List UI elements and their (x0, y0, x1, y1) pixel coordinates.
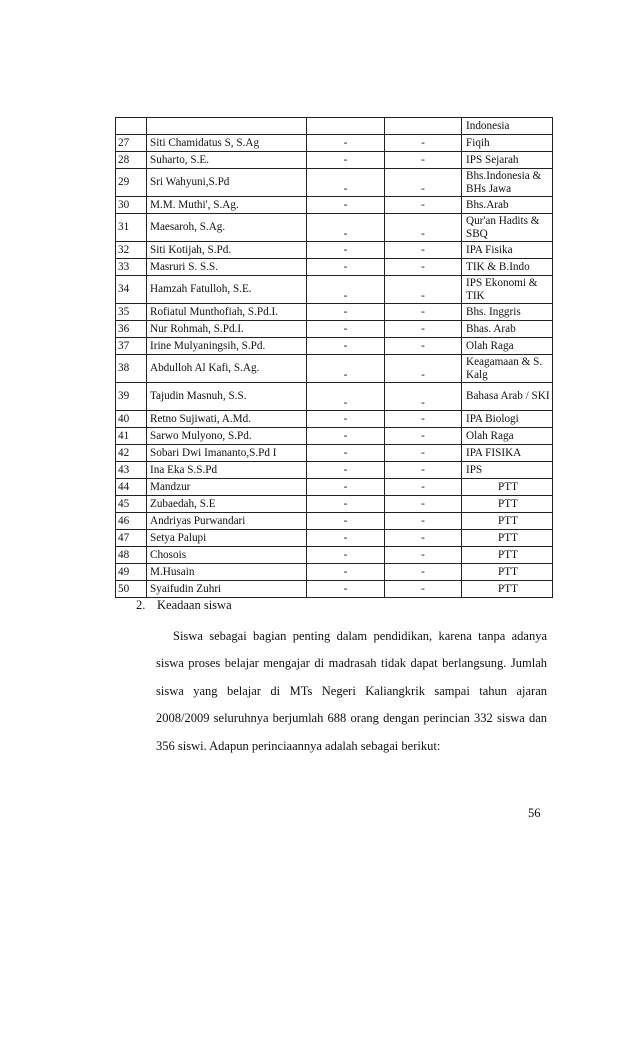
table-row (116, 152, 553, 169)
column-3-cell: - (307, 169, 385, 197)
subject-cell: TIK & B.Indo (462, 259, 553, 276)
row-number-cell: 36 (116, 321, 147, 338)
table-row (116, 242, 553, 259)
table-row (116, 338, 553, 355)
table-row (116, 496, 553, 513)
column-3-cell: - (307, 530, 385, 547)
column-4-cell: - (385, 197, 462, 214)
column-3-cell: - (307, 581, 385, 598)
name-cell: Siti Kotijah, S.Pd. (147, 242, 307, 259)
row-number-cell: 32 (116, 242, 147, 259)
column-3-cell: - (307, 462, 385, 479)
subject-cell: IPA FISIKA (462, 445, 553, 462)
column-3-cell: - (307, 496, 385, 513)
name-cell: M.Husain (147, 564, 307, 581)
subject-cell: PTT (462, 530, 553, 547)
table-row (116, 214, 553, 242)
column-4-cell: - (385, 411, 462, 428)
name-cell: Hamzah Fatulloh, S.E. (147, 276, 307, 304)
table-row (116, 530, 553, 547)
subject-cell: Bhs.Arab (462, 197, 553, 214)
name-cell: Retno Sujiwati, A.Md. (147, 411, 307, 428)
table-row (116, 355, 553, 383)
column-4-cell: - (385, 338, 462, 355)
paragraph-line: siswa yang belajar di MTs Negeri Kaliangkrik sampai tahun ajaran (156, 683, 547, 698)
row-number-cell: 44 (116, 479, 147, 496)
row-number-cell: 49 (116, 564, 147, 581)
column-3-cell: - (307, 383, 385, 411)
column-4-cell: - (385, 513, 462, 530)
table-row (116, 321, 553, 338)
row-number-cell: 40 (116, 411, 147, 428)
table-row (116, 581, 553, 598)
table-row (116, 445, 553, 462)
column-3-cell: - (307, 564, 385, 581)
row-number-cell: 37 (116, 338, 147, 355)
column-4-cell: - (385, 214, 462, 242)
row-number-cell: 39 (116, 383, 147, 411)
column-4-cell: - (385, 135, 462, 152)
column-4-cell: - (385, 445, 462, 462)
column-4-cell: - (385, 152, 462, 169)
subject-cell: Bhas. Arab (462, 321, 553, 338)
table-row (116, 169, 553, 197)
column-4-cell: - (385, 242, 462, 259)
column-4-cell: - (385, 383, 462, 411)
subject-cell: IPS Sejarah (462, 152, 553, 169)
row-number-cell: 30 (116, 197, 147, 214)
row-number-cell: 27 (116, 135, 147, 152)
table-row (116, 259, 553, 276)
name-cell: Nur Rohmah, S.Pd.I. (147, 321, 307, 338)
row-number-cell (116, 118, 147, 135)
column-3-cell: - (307, 304, 385, 321)
column-4-cell: - (385, 547, 462, 564)
column-3-cell: - (307, 411, 385, 428)
column-4-cell: - (385, 169, 462, 197)
staff-table-body (116, 118, 553, 598)
subject-cell: IPS (462, 462, 553, 479)
table-row (116, 304, 553, 321)
row-number-cell: 43 (116, 462, 147, 479)
name-cell: Zubaedah, S.E (147, 496, 307, 513)
row-number-cell: 48 (116, 547, 147, 564)
subject-cell: Qur'an Hadits & SBQ (462, 214, 553, 242)
row-number-cell: 50 (116, 581, 147, 598)
column-4-cell: - (385, 479, 462, 496)
row-number-cell: 35 (116, 304, 147, 321)
table-row (116, 197, 553, 214)
subject-cell: Keagamaan & S. Kalg (462, 355, 553, 383)
name-cell: Setya Palupi (147, 530, 307, 547)
name-cell: Siti Chamidatus S, S.Ag (147, 135, 307, 152)
section-number: 2. (136, 598, 146, 612)
subject-cell: Indonesia (462, 118, 553, 135)
row-number-cell: 31 (116, 214, 147, 242)
subject-cell: IPA Biologi (462, 411, 553, 428)
column-4-cell: - (385, 321, 462, 338)
name-cell: Maesaroh, S.Ag. (147, 214, 307, 242)
subject-cell: IPS Ekonomi & TIK (462, 276, 553, 304)
column-4-cell: - (385, 276, 462, 304)
table-row (116, 118, 553, 135)
name-cell: Sri Wahyuni,S.Pd (147, 169, 307, 197)
subject-cell: PTT (462, 479, 553, 496)
name-cell: Ina Eka S.S.Pd (147, 462, 307, 479)
column-3-cell: - (307, 259, 385, 276)
row-number-cell: 29 (116, 169, 147, 197)
paragraph-line: 2008/2009 seluruhnya berjumlah 688 orang dengan perincian 332 siswa dan (156, 711, 547, 726)
table-row (116, 383, 553, 411)
row-number-cell: 38 (116, 355, 147, 383)
table-row (116, 513, 553, 530)
column-3-cell: - (307, 214, 385, 242)
table-row (116, 564, 553, 581)
page-number: 56 (528, 806, 541, 820)
section-heading (136, 598, 232, 613)
paragraph-line: siswa proses belajar mengajar di madrasah tidak dapat berlangsung. Jumlah (156, 656, 547, 671)
row-number-cell: 33 (116, 259, 147, 276)
column-4-cell: - (385, 581, 462, 598)
column-3-cell: - (307, 445, 385, 462)
column-3-cell: - (307, 135, 385, 152)
column-4-cell: - (385, 259, 462, 276)
subject-cell: Olah Raga (462, 428, 553, 445)
column-3-cell: - (307, 338, 385, 355)
subject-cell: Olah Raga (462, 338, 553, 355)
column-4-cell: - (385, 428, 462, 445)
column-3-cell: - (307, 547, 385, 564)
column-4-cell: - (385, 304, 462, 321)
name-cell: Syaifudin Zuhri (147, 581, 307, 598)
row-number-cell: 28 (116, 152, 147, 169)
name-cell: M.M. Muthi', S.Ag. (147, 197, 307, 214)
row-number-cell: 34 (116, 276, 147, 304)
column-3-cell: - (307, 152, 385, 169)
subject-cell: Bahasa Arab / SKI (462, 383, 553, 411)
paragraph-line: Siswa sebagai bagian penting dalam pendidikan, karena tanpa adanya (173, 629, 547, 643)
table-row (116, 547, 553, 564)
paragraph-line: 356 siswi. Adapun perinciaannya adalah sebagai berikut: (156, 738, 441, 753)
column-3-cell: - (307, 276, 385, 304)
subject-cell: IPA Fisika (462, 242, 553, 259)
column-3-cell: - (307, 242, 385, 259)
table-row (116, 428, 553, 445)
name-cell: Mandzur (147, 479, 307, 496)
subject-cell: Bhs.Indonesia & BHs Jawa (462, 169, 553, 197)
column-3-cell: - (307, 321, 385, 338)
subject-cell: PTT (462, 513, 553, 530)
column-3-cell (307, 118, 385, 135)
section-title: Keadaan siswa (157, 598, 232, 612)
table-row (116, 462, 553, 479)
column-4-cell: - (385, 462, 462, 479)
column-3-cell: - (307, 197, 385, 214)
subject-cell: PTT (462, 547, 553, 564)
subject-cell: PTT (462, 496, 553, 513)
staff-table (115, 117, 553, 598)
subject-cell: PTT (462, 581, 553, 598)
name-cell: Sobari Dwi Imananto,S.Pd I (147, 445, 307, 462)
column-4-cell: - (385, 564, 462, 581)
column-3-cell: - (307, 355, 385, 383)
name-cell: Rofiatul Munthofiah, S.Pd.I. (147, 304, 307, 321)
section-paragraph (156, 623, 547, 760)
table-row (116, 411, 553, 428)
row-number-cell: 47 (116, 530, 147, 547)
row-number-cell: 45 (116, 496, 147, 513)
table-row (116, 135, 553, 152)
name-cell: Tajudin Masnuh, S.S. (147, 383, 307, 411)
column-4-cell: - (385, 496, 462, 513)
name-cell (147, 118, 307, 135)
column-3-cell: - (307, 513, 385, 530)
name-cell: Abdulloh Al Kafi, S.Ag. (147, 355, 307, 383)
table-row (116, 479, 553, 496)
column-4-cell (385, 118, 462, 135)
subject-cell: PTT (462, 564, 553, 581)
name-cell: Sarwo Mulyono, S.Pd. (147, 428, 307, 445)
column-3-cell: - (307, 428, 385, 445)
name-cell: Chosois (147, 547, 307, 564)
subject-cell: Fiqih (462, 135, 553, 152)
table-row (116, 276, 553, 304)
subject-cell: Bhs. Inggris (462, 304, 553, 321)
row-number-cell: 41 (116, 428, 147, 445)
name-cell: Irine Mulyaningsih, S.Pd. (147, 338, 307, 355)
column-4-cell: - (385, 530, 462, 547)
column-4-cell: - (385, 355, 462, 383)
name-cell: Masruri S. S.S. (147, 259, 307, 276)
row-number-cell: 46 (116, 513, 147, 530)
name-cell: Andriyas Purwandari (147, 513, 307, 530)
row-number-cell: 42 (116, 445, 147, 462)
column-3-cell: - (307, 479, 385, 496)
name-cell: Suharto, S.E. (147, 152, 307, 169)
